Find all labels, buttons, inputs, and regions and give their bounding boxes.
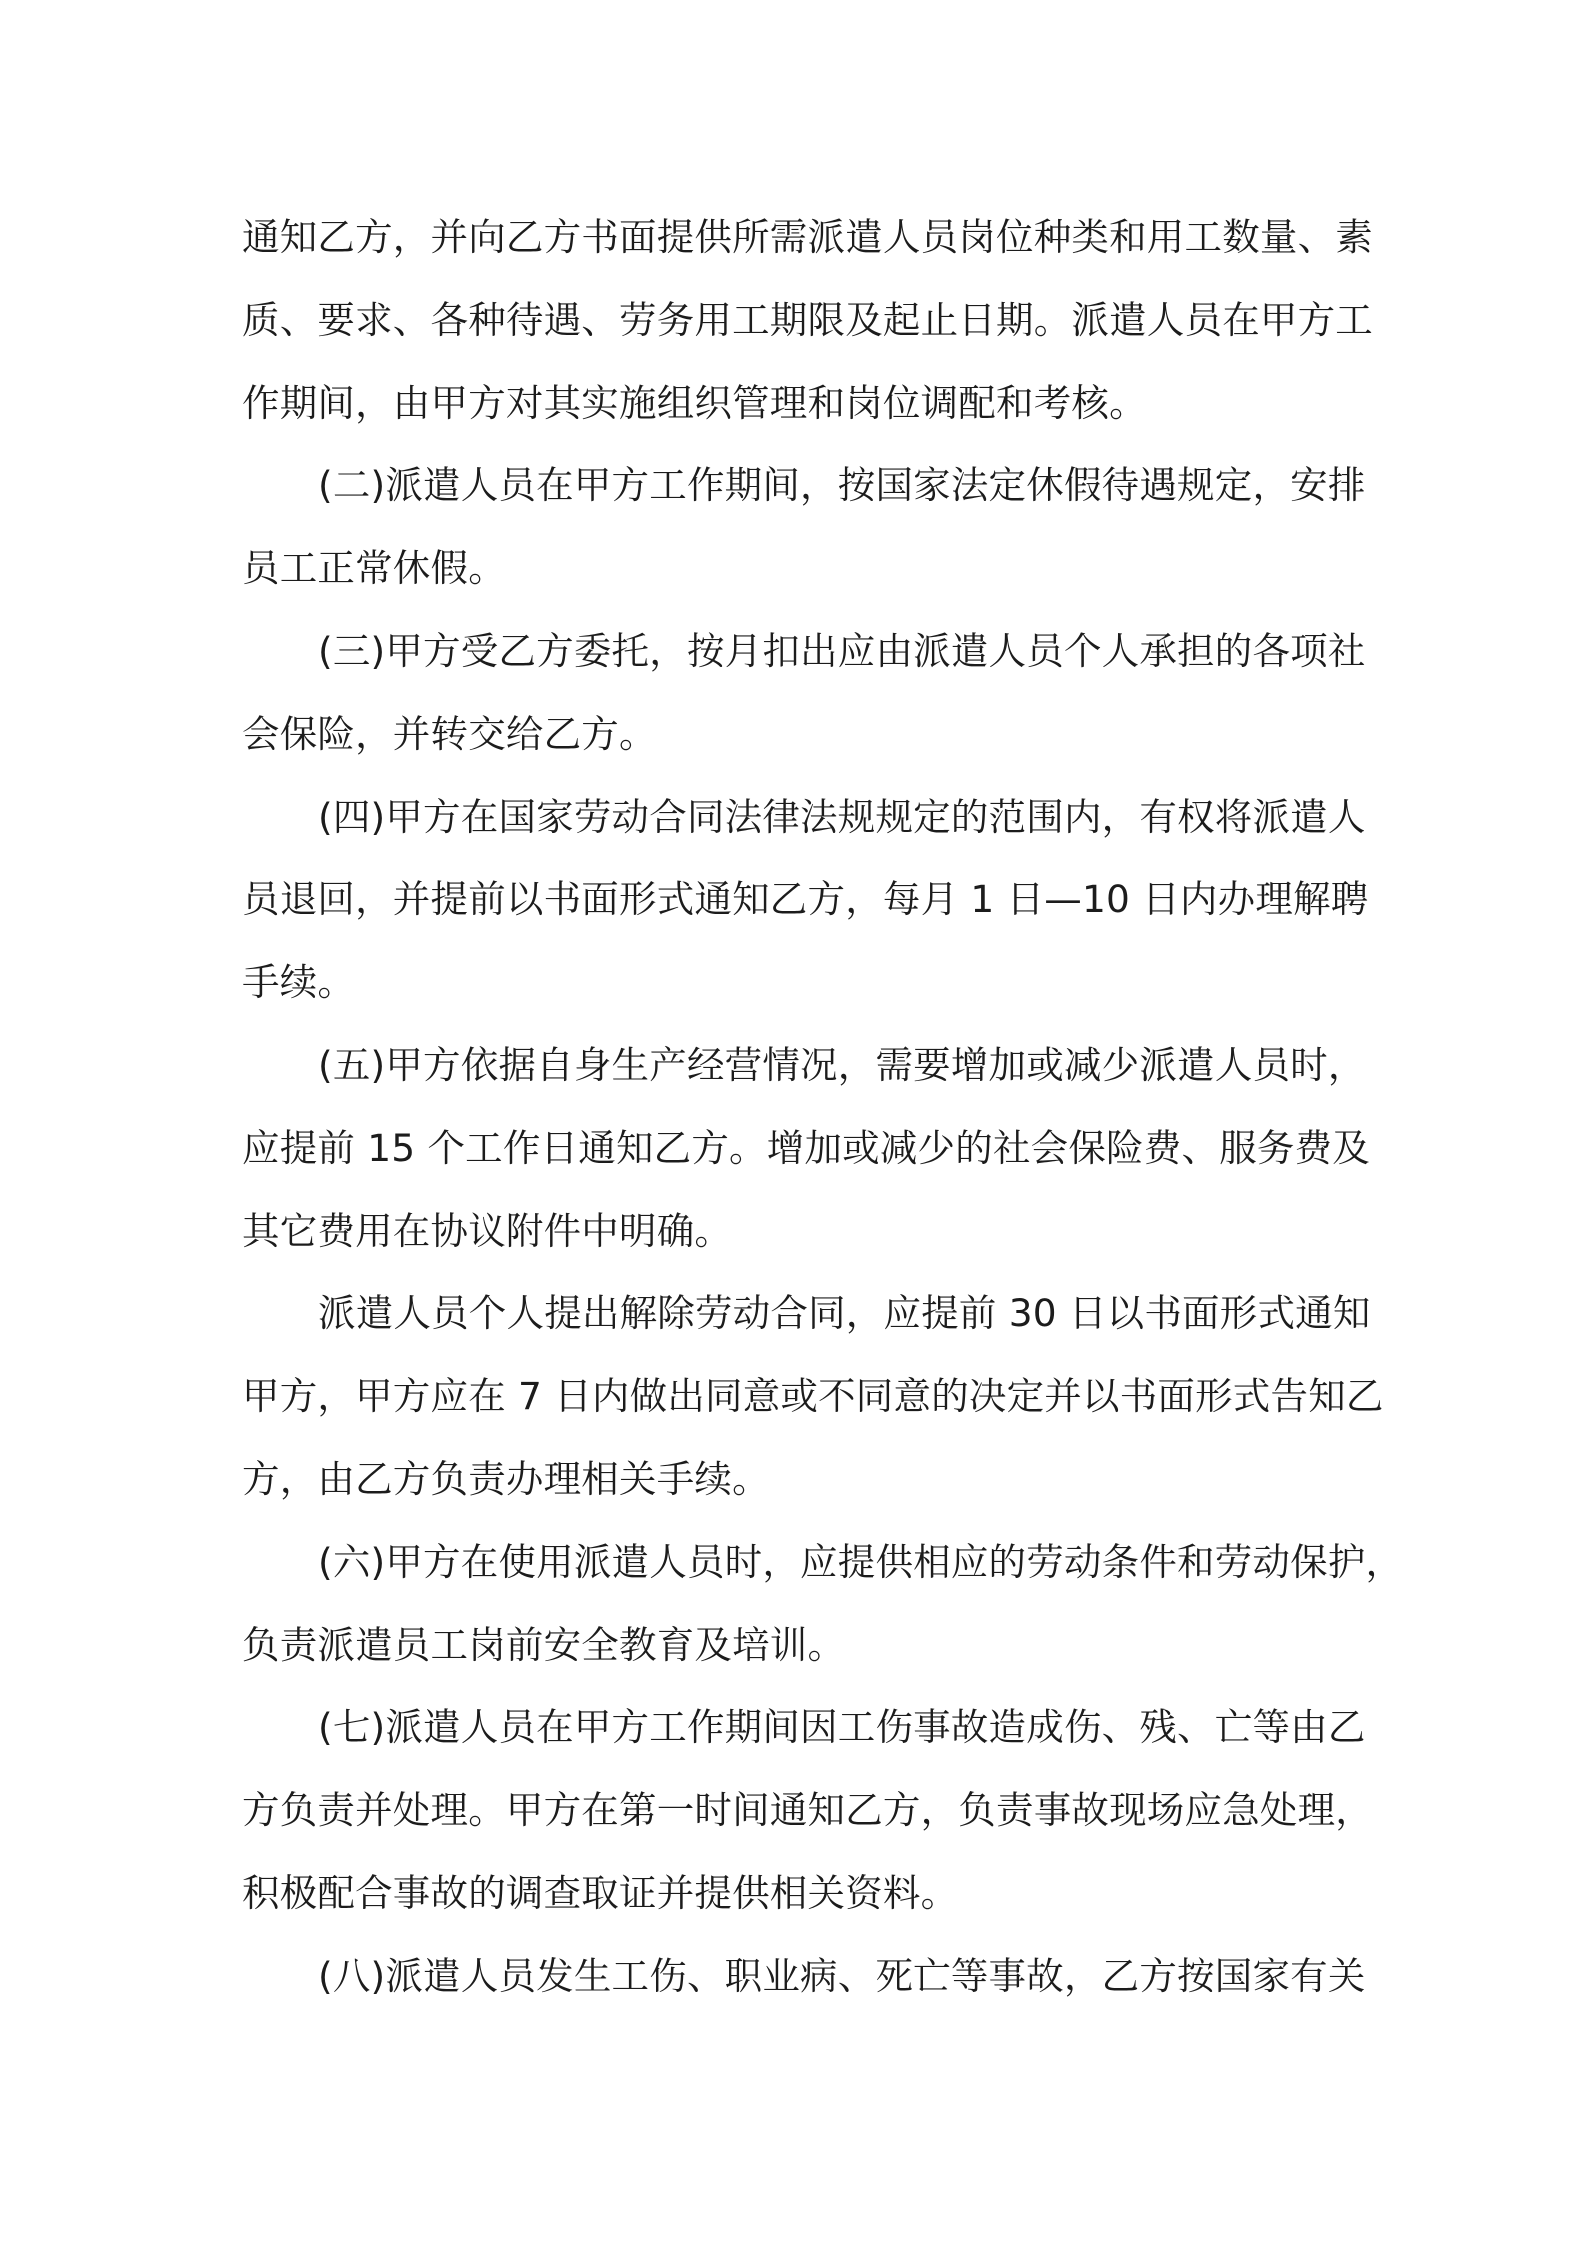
text-line: 作期间，由甲方对其实施组织管理和岗位调配和考核。 <box>242 380 1147 425</box>
text-line: 员工正常休假。 <box>242 546 506 591</box>
paragraph-first-line: (七)派遣人员在甲方工作期间因工伤事故造成伤、残、亡等由乙 <box>318 1705 1366 1750</box>
text-line: 通知乙方，并向乙方书面提供所需派遣人员岗位种类和用工数量、素 <box>242 215 1373 259</box>
text-line: 应提前 15 个工作日通知乙方。增加或减少的社会保险费、服务费及 <box>242 1125 1370 1170</box>
text-line: 员退回，并提前以书面形式通知乙方，每月 1 日—10 日内办理解聘 <box>242 877 1369 922</box>
text-line: 质、要求、各种待遇、劳务用工期限及起止日期。派遣人员在甲方工 <box>242 297 1373 342</box>
paragraph-first-line: (六)甲方在使用派遣人员时，应提供相应的劳动条件和劳动保护， <box>318 1539 1404 1584</box>
text-line: 手续。 <box>242 960 356 1005</box>
paragraph-first-line: (三)甲方受乙方委托，按月扣出应由派遣人员个人承担的各项社 <box>318 628 1366 673</box>
paragraph-first-line: (二)派遣人员在甲方工作期间，按国家法定休假待遇规定，安排 <box>318 463 1366 508</box>
text-line: 甲方，甲方应在 7 日内做出同意或不同意的决定并以书面形式告知乙 <box>242 1374 1384 1419</box>
paragraph-first-line: (八)派遣人员发生工伤、职业病、死亡等事故，乙方按国家有关 <box>318 1953 1366 1998</box>
text-line: 方负责并处理。甲方在第一时间通知乙方，负责事故现场应急处理， <box>242 1788 1373 1833</box>
body-text <box>242 196 1404 2018</box>
text-line: 会保险，并转交给乙方。 <box>242 711 657 756</box>
paragraph-first-line: (四)甲方在国家劳动合同法律法规规定的范围内，有权将派遣人 <box>318 794 1366 839</box>
text-line: 积极配合事故的调查取证并提供相关资料。 <box>242 1870 959 1915</box>
text-line: 方，由乙方负责办理相关手续。 <box>242 1456 770 1501</box>
text-line: 其它费用在协议附件中明确。 <box>242 1208 733 1253</box>
text-line: 负责派遣员工岗前安全教育及培训。 <box>242 1622 846 1667</box>
paragraph-first-line: 派遣人员个人提出解除劳动合同，应提前 30 日以书面形式通知 <box>318 1291 1371 1336</box>
paragraph-first-line: (五)甲方依据自身生产经营情况，需要增加或减少派遣人员时， <box>318 1042 1366 1087</box>
